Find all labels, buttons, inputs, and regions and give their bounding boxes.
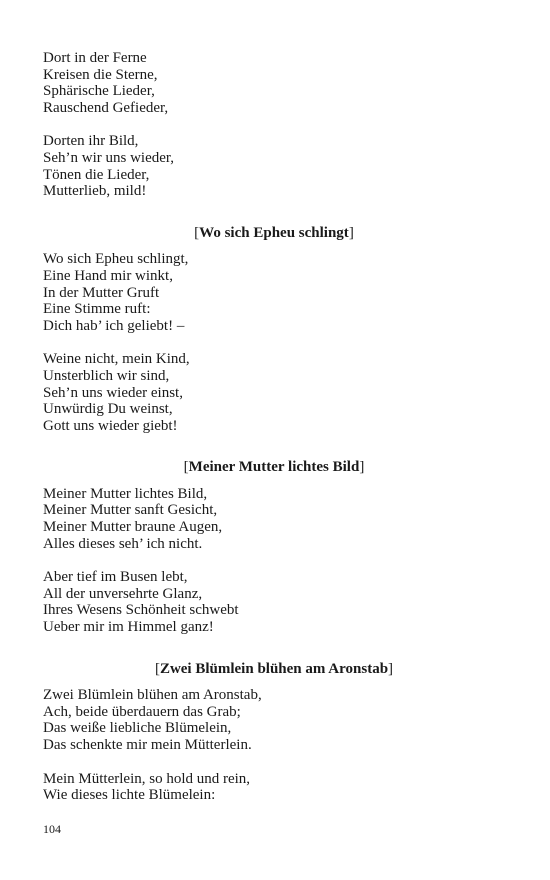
verse-line: Eine Hand mir winkt, (43, 267, 173, 284)
verse-line: Wo sich Epheu schlingt, (43, 251, 189, 268)
verse-line: Dorten ihr Bild, (43, 133, 139, 150)
verse-line: Tönen die Lieder, (43, 166, 150, 183)
stanza (43, 251, 503, 334)
verse-line: Eine Stimme ruft: (43, 301, 151, 318)
verse-line: Unsterblich wir sind, (43, 367, 170, 384)
poem-wo-sich-epheu-schlingt (43, 225, 503, 435)
stanza (43, 687, 503, 753)
stanza (43, 351, 503, 434)
stanza (43, 569, 503, 635)
verse-line: Unwürdig Du weinst, (43, 401, 173, 418)
page-number: 104 (43, 822, 61, 836)
verse-line: Seh’n wir uns wieder, (43, 149, 175, 166)
verse-line: Meiner Mutter lichtes Bild, (43, 485, 208, 502)
verse-line: Meiner Mutter braune Augen, (43, 519, 223, 536)
verse-line: Ach, beide überdauern das Grab; (43, 703, 241, 720)
verse-line: Ihres Wesens Schönheit schwebt (43, 602, 239, 619)
poem-title: [Zwei Blümlein blühen am Aronstab] (154, 660, 394, 677)
poem-title: [Wo sich Epheu schlingt] (194, 224, 354, 241)
verse-line: Das schenkte mir mein Mütterlein. (43, 737, 252, 753)
verse-line: Zwei Blümlein blühen am Aronstab, (43, 687, 262, 704)
poem-zwei-bluemlein (43, 661, 503, 804)
page-body (43, 50, 503, 804)
verse-line: Das weiße liebliche Blümelein, (43, 720, 232, 737)
verse-line: In der Mutter Gruft (43, 284, 160, 301)
verse-line: Kreisen die Sterne, (43, 66, 158, 83)
stanza (43, 486, 503, 552)
poem-title: [Meiner Mutter lichtes Bild] (183, 459, 365, 476)
verse-line: Mein Mütterlein, so hold und rein, (43, 770, 251, 787)
stanza (43, 771, 503, 804)
verse-line: Dich hab’ ich geliebt! – (43, 317, 185, 334)
verse-line: All der unversehrte Glanz, (43, 585, 203, 602)
verse-line: Aber tief im Busen lebt, (43, 569, 188, 586)
verse-line: Sphärische Lieder, (43, 83, 155, 100)
stanza (43, 50, 503, 116)
verse-line: Wie dieses lichte Blümelein: (43, 787, 216, 804)
poem-meiner-mutter-lichtes-bild (43, 459, 503, 635)
verse-line: Rauschend Gefieder, (43, 99, 169, 116)
poem-continued (43, 50, 503, 200)
stanza (43, 133, 503, 199)
verse-line: Seh’n uns wieder einst, (43, 384, 183, 401)
verse-line: Meiner Mutter sanft Gesicht, (43, 502, 218, 519)
verse-line: Alles dieses seh’ ich nicht. (43, 535, 203, 552)
verse-line: Mutterlieb, mild! (43, 183, 147, 200)
verse-line: Gott uns wieder giebt! (43, 417, 178, 434)
verse-line: Dort in der Ferne (43, 50, 147, 66)
verse-line: Ueber mir im Himmel ganz! (43, 619, 214, 636)
verse-line: Weine nicht, mein Kind, (43, 351, 190, 368)
